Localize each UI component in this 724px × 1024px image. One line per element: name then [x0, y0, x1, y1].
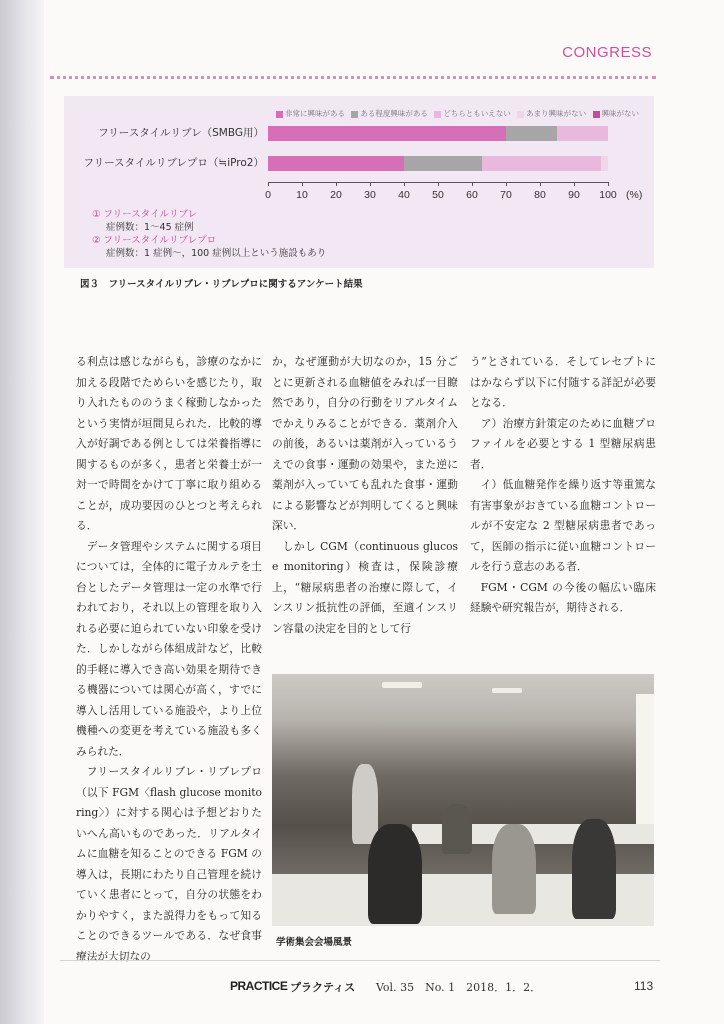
paragraph: しかし CGM（continuous glucose monitoring）検査は，保険診療上，“糖尿病患者の治療に際して，インスリン抵抗性の評価，至適インスリン容量の決定を目的として行 [272, 539, 458, 635]
paragraph: イ）低血糖発作を繰り返す等重篤な有害事象がおきている血糖コントロールが不安定な 2 型糖尿病患者であって，医師の指示に従い血糖コントロールを行う意志のある者． [470, 478, 656, 573]
page-footer [0, 979, 724, 995]
paragraph: フリースタイルリブレ・リブレプロ（以下 FGM〈flash glucose monitoring〉）に対する関心は予想どおりたいへん高いものであった．リアルタイムに血糖を知ることのできる FGM の導入は，長期にわたり自己管理を続けていく患者にとって，自分の状態をわかりやすく，また説得力をもって知ることのできるツールである．なぜ食事療法が大切なの [76, 765, 262, 963]
chart-tick-label: 80 [534, 189, 546, 201]
note-heading: ② フリースタイルリブレプロ [92, 235, 217, 246]
chart-category-label: フリースタイルリブレ（SMBG用） [98, 127, 264, 139]
chart-tick-label: 100 [599, 189, 617, 201]
body-column-2 [272, 352, 458, 639]
chart-category-label: フリースタイルリブレプロ（≒iPro2） [83, 157, 264, 169]
paragraph: う”とされている．そしてレセプトにはかならず以下に付随する詳記が必要となる． [470, 355, 656, 409]
photo-projection-screen [636, 694, 654, 824]
chart-tick [472, 182, 473, 186]
chart-tick-label: 30 [364, 189, 376, 201]
photo-ceiling-light [382, 682, 422, 688]
chart-legend [272, 108, 652, 119]
chart-tick-label: 60 [466, 189, 478, 201]
chart-bar-segment [268, 156, 404, 171]
chart-x-unit: (%) [626, 189, 643, 201]
note-body: 症例数：1〜45 症例 [106, 222, 194, 233]
body-column-1 [76, 352, 262, 967]
chart-tick [608, 182, 609, 186]
chart-tick-label: 0 [265, 189, 271, 201]
chart-tick [336, 182, 337, 186]
chart-bar-segment [482, 156, 601, 171]
legend-item [272, 108, 345, 119]
legend-swatch [434, 111, 441, 118]
issue-info: Vol. 35 No. 1 2018．1．2． [376, 981, 542, 994]
figure-caption: 図３ フリースタイルリブレ・リブレプロに関するアンケート結果 [80, 279, 363, 290]
chart-tick [302, 182, 303, 186]
photo-caption: 学術集会会場風景 [276, 937, 353, 948]
legend-label: 非常に興味がある [285, 109, 345, 118]
note-body: 症例数：1 症例〜，100 症例以上という施設もあり [106, 248, 327, 259]
legend-label: 興味がない [601, 109, 640, 118]
chart-tick [540, 182, 541, 186]
photo-person [442, 804, 472, 854]
paragraph: ア）治療方針策定のために血糖プロファイルを必要とする 1 型糖尿病患者． [470, 416, 656, 471]
legend-label: どちらともいえない [443, 109, 511, 118]
legend-item [347, 108, 428, 119]
legend-swatch [517, 111, 524, 118]
paragraph: る利点は感じながらも，診療のなかに加える段階でためらいを感じたり，取り入れたもののうまく稼動しなかったという実情が垣間見られた．比較的導入が好調である例としては栄養指導に関するものが多く，患者と栄養士が一対一で時間をかけて丁寧に取り組めることが，成功要因のひとつと考えられる． [76, 355, 262, 532]
chart-tick-label: 90 [568, 189, 580, 201]
chart-tick-label: 10 [296, 189, 308, 201]
photo-person [572, 819, 616, 919]
chart-tick [370, 182, 371, 186]
chart-tick [506, 182, 507, 186]
conference-photo [272, 674, 654, 926]
legend-item [513, 108, 586, 119]
paragraph: か，なぜ運動が大切なのか，15 分ごとに更新される血糖値をみれば一目瞭然であり，自分の行動をリアルタイムでかえりみることができる．薬剤介入の前後，あるいは薬剤が入っているうえでの食事・運動の効果や，また逆に薬剤が入っていても乱れた食事・運動による影響などが判明してくると興味深い． [272, 355, 458, 532]
photo-person [352, 764, 378, 844]
note-heading: ① フリースタイルリブレ [92, 209, 198, 220]
legend-label: あまり興味がない [526, 109, 587, 118]
legend-item [589, 108, 640, 119]
chart-tick-label: 50 [432, 189, 444, 201]
chart-tick-label: 70 [500, 189, 512, 201]
body-column-3 [470, 352, 656, 619]
chart-tick [438, 182, 439, 186]
paragraph: データ管理やシステムに関する項目については，全体的に電子カルテを土台としたデータ管理は一定の水準で行われており，それ以上の管理を取り入れる必要に迫られていない印象を受けた．しかしながら体組成計など，比較的手軽に導入でき高い効果を期待できる機器については関心が高く，すでに導入し活用している施設や，より上位機種への変更を考えている施設も多くみられた． [76, 539, 262, 758]
chart-bar-segment [404, 156, 482, 171]
chart-tick [268, 182, 269, 186]
header-dotted-rule [50, 76, 656, 79]
legend-item [430, 108, 511, 119]
section-label: CONGRESS [562, 44, 652, 61]
legend-swatch [276, 111, 283, 118]
chart-tick [574, 182, 575, 186]
page-spine-shadow [0, 0, 44, 1024]
publication-name: プラクティス [290, 981, 356, 994]
footer-rule [60, 960, 660, 961]
chart-tick-label: 20 [330, 189, 342, 201]
publication-logo: PRACTICE [230, 979, 288, 993]
chart-tick-label: 40 [398, 189, 410, 201]
page-number: 113 [634, 979, 654, 993]
paragraph: FGM・CGM の今後の幅広い臨床経験や研究報告が，期待される． [470, 580, 656, 614]
chart-bar-segment [506, 126, 557, 141]
legend-label: ある程度興味がある [360, 109, 428, 118]
photo-person [492, 824, 536, 914]
figure-notes [92, 208, 326, 260]
photo-ceiling-light [492, 688, 522, 693]
chart-tick [404, 182, 405, 186]
chart-bar-segment [268, 126, 506, 141]
chart-bar-segment [601, 156, 608, 171]
photo-person [368, 824, 422, 924]
legend-swatch [593, 111, 600, 118]
chart-bar-segment [557, 126, 608, 141]
legend-swatch [351, 111, 358, 118]
